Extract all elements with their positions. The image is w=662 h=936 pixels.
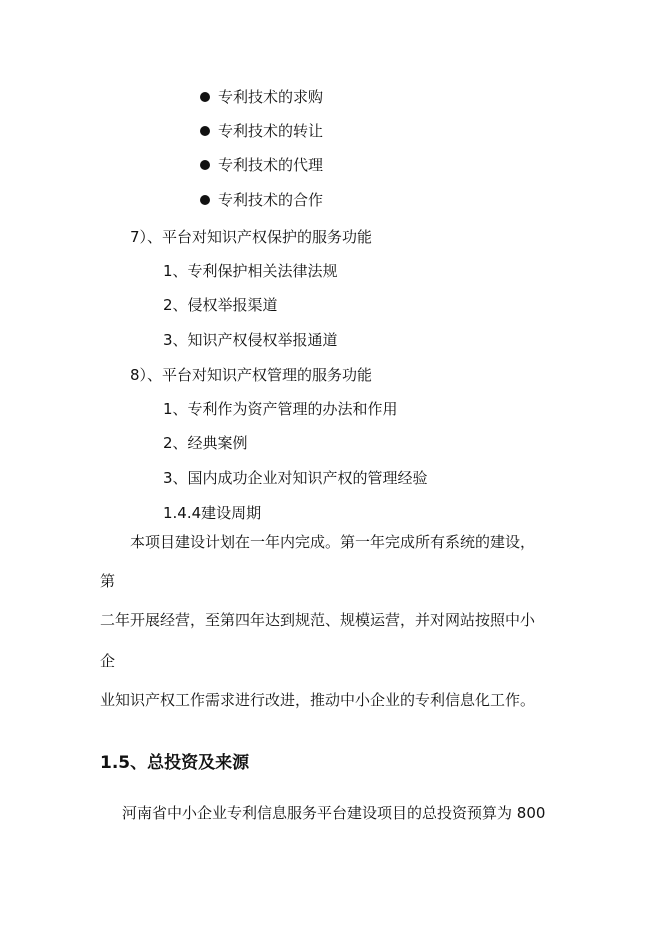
section-7-title: 7）、平台对知识产权保护的服务功能 <box>130 228 373 246</box>
bullet-item: 专利技术的合作 <box>200 190 323 210</box>
section-8-item: 2、经典案例 <box>163 434 248 452</box>
subheading: 1.4.4建设周期 <box>163 504 262 522</box>
paragraph-line: 业知识产权工作需求进行改进，推动中小企业的专利信息化工作。 <box>100 691 536 709</box>
section-8-title: 8）、平台对知识产权管理的服务功能 <box>130 366 373 384</box>
bullet-item: 专利技术的转让 <box>200 121 323 141</box>
paragraph-line: 企 <box>100 652 116 670</box>
section-7-item: 2、侵权举报渠道 <box>163 296 278 314</box>
paragraph-line: 河南省中小企业专利信息服务平台建设项目的总投资预算为 800 <box>122 804 546 822</box>
section-7-item: 3、知识产权侵权举报通道 <box>163 331 338 349</box>
bullet-dot-icon <box>200 195 210 205</box>
section-heading: 1.5、总投资及来源 <box>100 753 250 773</box>
bullet-dot-icon <box>200 160 210 170</box>
bullet-dot-icon <box>200 126 210 136</box>
bullet-item: 专利技术的代理 <box>200 155 323 175</box>
section-8-item: 3、国内成功企业对知识产权的管理经验 <box>163 469 428 487</box>
section-7-item: 1、专利保护相关法律法规 <box>163 262 338 280</box>
paragraph-line: 第 <box>100 572 116 590</box>
bullet-item: 专利技术的求购 <box>200 87 323 107</box>
paragraph-line: 本项目建设计划在一年内完成。第一年完成所有系统的建设， <box>130 533 536 551</box>
bullet-dot-icon <box>200 92 210 102</box>
paragraph-line: 二年开展经营，至第四年达到规范、规模运营，并对网站按照中小 <box>100 611 536 629</box>
section-8-item: 1、专利作为资产管理的办法和作用 <box>163 400 398 418</box>
